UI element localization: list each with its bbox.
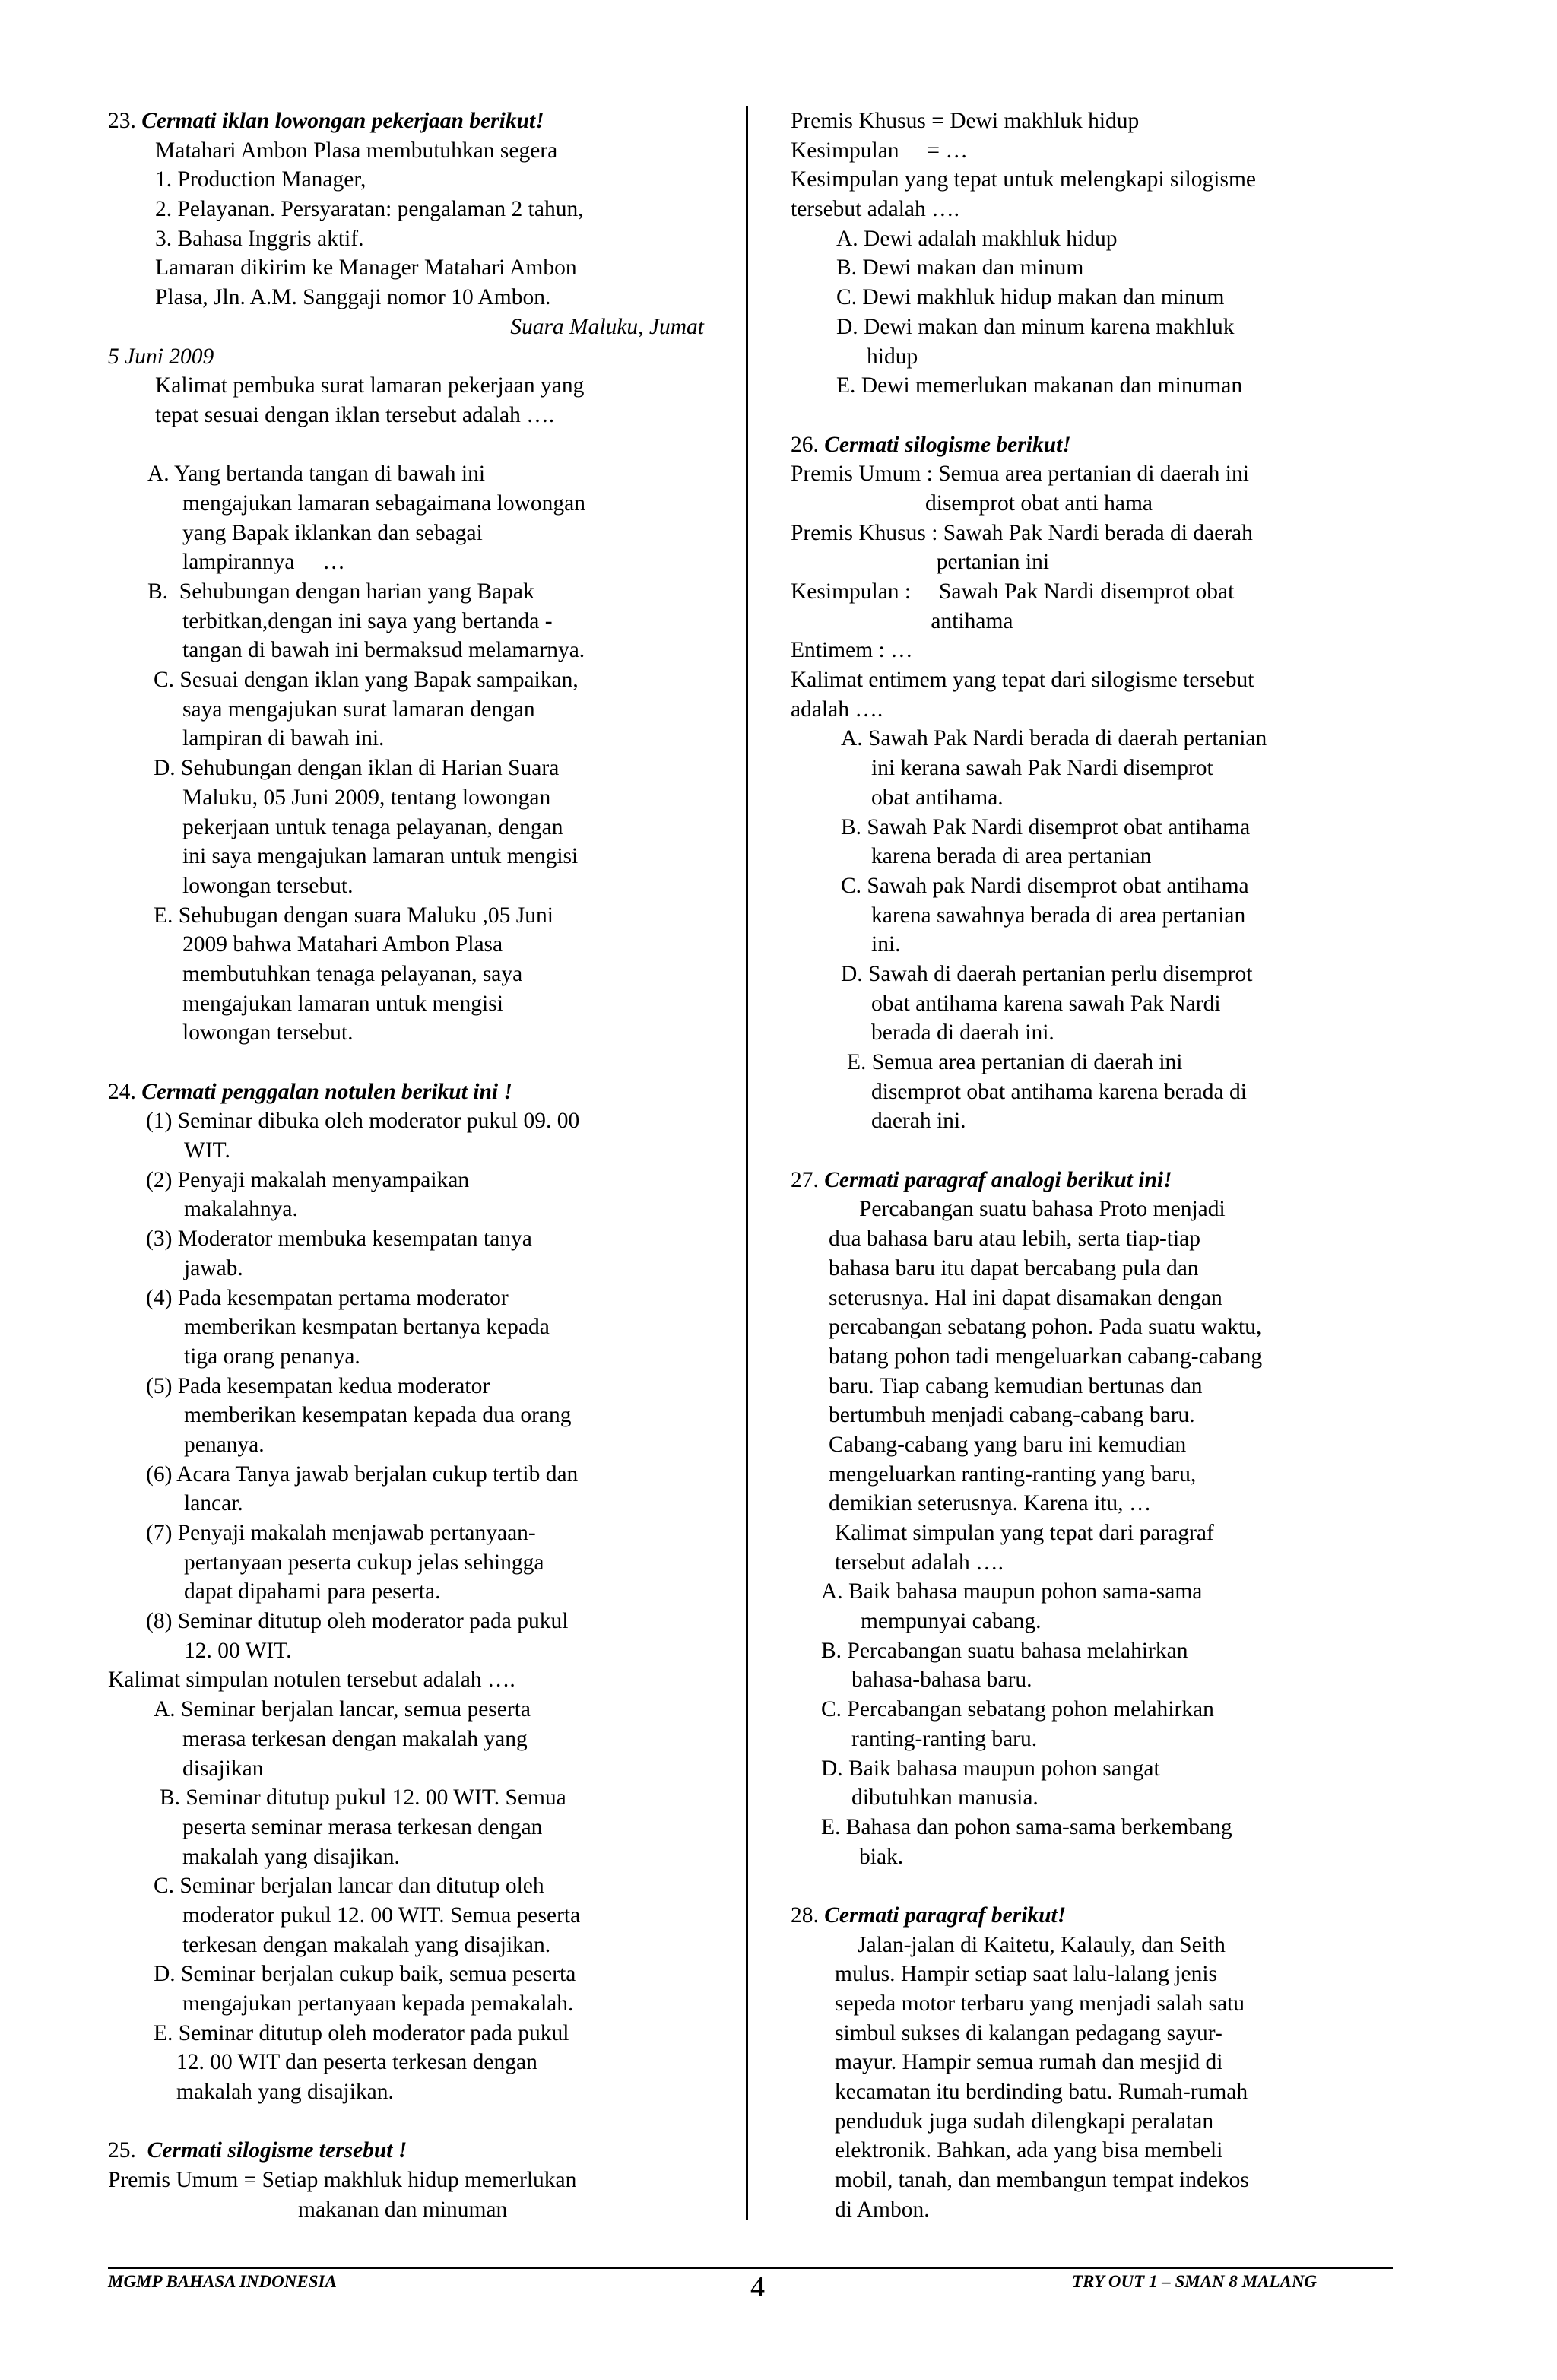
question-23-header: [108, 106, 739, 136]
paragraph-line: bertumbuh menjadi cabang-cabang baru.: [829, 1403, 1195, 1428]
option-line: karena sawahnya berada di area pertanian: [871, 903, 1246, 928]
option-line: obat antihama.: [871, 785, 1004, 810]
option-line: biak.: [859, 1844, 904, 1869]
paragraph-line: baru. Tiap cabang kemudian bertunas dan: [829, 1373, 1203, 1398]
option-d[interactable]: [836, 313, 1444, 371]
minutes-item: [146, 1284, 739, 1372]
option-line: daerah ini.: [871, 1109, 966, 1134]
syllogism-line: Premis Umum : Semua area pertanian di daerah ini: [791, 462, 1249, 487]
question-23: [108, 106, 739, 1048]
question-line: tepat sesuai dengan iklan tersebut adalah ….: [155, 402, 555, 427]
ad-line: Matahari Ambon Plasa membutuhkan segera: [155, 138, 558, 163]
option-line: B. Sawah Pak Nardi disemprot obat antihama: [841, 814, 1251, 839]
option-c[interactable]: [821, 1695, 1444, 1753]
question-line: tersebut adalah ….: [835, 1550, 1004, 1575]
paragraph-line: seterusnya. Hal ini dapat disamakan dengan: [829, 1285, 1222, 1310]
option-d[interactable]: [147, 754, 739, 900]
option-a[interactable]: [841, 724, 1444, 812]
question-27-header: [791, 1166, 1444, 1195]
paragraph-line: mulus. Hampir setiap saat lalu-lalang jenis: [835, 1962, 1218, 1987]
question-number: 26.: [791, 432, 819, 457]
minutes-line: dapat dipahami para peserta.: [184, 1579, 441, 1604]
minutes-item: [146, 1372, 739, 1460]
ad-line: 1. Production Manager,: [155, 167, 366, 192]
question-line: adalah ….: [791, 697, 883, 722]
option-a[interactable]: A. Dewi adalah makhluk hidup: [836, 226, 1118, 251]
minutes-item: [146, 1607, 739, 1665]
paragraph-line: di Ambon.: [835, 2197, 930, 2222]
option-line: terkesan dengan makalah yang disajikan.: [182, 1932, 551, 1957]
option-line: terbitkan,dengan ini saya yang bertanda -: [182, 608, 553, 633]
premis-khusus: Premis Khusus = Dewi makhluk hidup: [791, 109, 1140, 133]
option-line: mempunyai cabang.: [861, 1609, 1042, 1634]
paragraph-line: batang pohon tadi mengeluarkan cabang-cabang: [829, 1344, 1263, 1369]
right-column: [791, 106, 1444, 2225]
option-d[interactable]: [821, 1754, 1444, 1813]
option-line: C. Sesuai dengan iklan yang Bapak sampaikan,: [154, 668, 579, 693]
option-line: A. Seminar berjalan lancar, semua peserta: [154, 1697, 531, 1722]
paragraph-line: Jalan-jalan di Kaitetu, Kalauly, dan Seith: [858, 1932, 1226, 1957]
option-e[interactable]: [147, 901, 739, 1048]
option-line: saya mengajukan surat lamaran dengan: [182, 697, 535, 722]
option-a[interactable]: [154, 1695, 739, 1783]
syllogism-line: Kesimpulan : Sawah Pak Nardi disemprot obat: [791, 579, 1235, 604]
answer-options: [108, 1695, 739, 2107]
ad-line: Lamaran dikirim ke Manager Matahari Ambon: [155, 255, 577, 281]
paragraph-line: mobil, tanah, dan membangun tempat indekos: [835, 2168, 1249, 2193]
option-c[interactable]: [841, 871, 1444, 960]
premis-umum-cont: makanan dan minuman: [298, 2197, 508, 2222]
minutes-line: jawab.: [184, 1255, 243, 1280]
option-line: C. Sawah pak Nardi disemprot obat antihama: [841, 873, 1249, 898]
answer-options: [791, 1577, 1444, 1871]
option-line: Maluku, 05 Juni 2009, tentang lowongan: [182, 785, 551, 810]
paragraph-line: mayur. Hampir semua rumah dan mesjid di: [835, 2050, 1223, 2075]
option-c[interactable]: [154, 1871, 739, 1960]
option-b[interactable]: [821, 1636, 1444, 1695]
option-line: lampirannya …: [182, 550, 345, 575]
minutes-line: penanya.: [184, 1432, 265, 1457]
ad-line: 3. Bahasa Inggris aktif.: [155, 226, 364, 251]
syllogism-line: disemprot obat anti hama: [791, 490, 1153, 516]
option-line: D. Baik bahasa maupun pohon sangat: [821, 1756, 1160, 1781]
option-e[interactable]: [841, 1048, 1444, 1136]
option-line: D. Sawah di daerah pertanian perlu disemprot: [841, 961, 1253, 986]
minutes-line: pertanyaan peserta cukup jelas sehingga: [184, 1550, 544, 1575]
minutes-line: memberikan kesempatan kepada dua orang: [184, 1403, 572, 1428]
minutes-line: (2) Penyaji makalah menyampaikan: [146, 1167, 470, 1192]
minutes-item: [146, 1224, 739, 1283]
option-line: moderator pukul 12. 00 WIT. Semua peserta: [182, 1902, 581, 1928]
minutes-item: [146, 1166, 739, 1224]
option-line: D. Sehubungan dengan iklan di Harian Suara: [154, 756, 560, 781]
option-line: disemprot obat antihama karena berada di: [871, 1079, 1247, 1104]
option-line: yang Bapak iklankan dan sebagai: [182, 520, 483, 545]
question-line: tersebut adalah ….: [791, 197, 959, 222]
question-28-header: [791, 1901, 1444, 1931]
ad-line: 2. Pelayanan. Persyaratan: pengalaman 2 tahun,: [155, 197, 584, 222]
kesimpulan: Kesimpulan = …: [791, 138, 968, 163]
paragraph-line: bahasa baru itu dapat bercabang pula dan: [829, 1255, 1199, 1280]
minutes-item: [146, 1460, 739, 1518]
option-line: lowongan tersebut.: [182, 873, 354, 898]
option-line: membutuhkan tenaga pelayanan, saya: [182, 961, 523, 986]
option-b[interactable]: [154, 1783, 739, 1871]
ad-line: Plasa, Jln. A.M. Sanggaji nomor 10 Ambon.: [155, 285, 551, 310]
paragraph-line: kecamatan itu berdinding batu. Rumah-rumah: [835, 2080, 1248, 2105]
option-line: 2009 bahwa Matahari Ambon Plasa: [182, 932, 503, 957]
option-b[interactable]: [841, 813, 1444, 871]
syllogism-line: antihama: [791, 608, 1013, 633]
option-line: B. Seminar ditutup pukul 12. 00 WIT. Semua: [160, 1785, 566, 1810]
question-26-header: [791, 430, 1444, 460]
minutes-list: [108, 1106, 739, 1665]
paragraph-line: mengeluarkan ranting-ranting yang baru,: [829, 1461, 1197, 1487]
minutes-line: tiga orang penanya.: [184, 1344, 360, 1369]
option-line: hidup: [867, 344, 918, 369]
paragraph: [791, 1931, 1444, 2225]
option-line: merasa terkesan dengan makalah yang: [182, 1726, 528, 1751]
option-line: mengajukan lamaran untuk mengisi: [182, 991, 503, 1016]
option-line: mengajukan lamaran sebagaimana lowongan: [182, 490, 585, 516]
minutes-line: (5) Pada kesempatan kedua moderator: [146, 1373, 490, 1398]
option-line: B. Sehubungan dengan harian yang Bapak: [147, 579, 534, 604]
option-line: mengajukan pertanyaan kepada pemakalah.: [182, 1991, 574, 2016]
question-25: [108, 2136, 739, 2224]
question-25-header: [108, 2136, 739, 2166]
question-title: Cermati iklan lowongan pekerjaan berikut!: [141, 109, 544, 133]
option-line: lampiran di bawah ini.: [182, 726, 385, 751]
option-b[interactable]: [147, 577, 739, 665]
paragraph-line: Cabang-cabang yang baru ini kemudian: [829, 1432, 1187, 1457]
option-e[interactable]: [821, 1813, 1444, 1871]
option-line: 12. 00 WIT dan peserta terkesan dengan: [176, 2050, 537, 2075]
question-25-continued: [791, 106, 1444, 401]
job-ad: [108, 136, 739, 313]
answer-options: [108, 459, 739, 1048]
option-line: ini kerana sawah Pak Nardi disemprot: [871, 756, 1213, 781]
minutes-line: makalahnya.: [184, 1197, 298, 1222]
minutes-line: memberikan kesmpatan bertanya kepada: [184, 1315, 550, 1340]
option-line: ini saya mengajukan lamaran untuk mengisi: [182, 844, 579, 869]
option-line: dibutuhkan manusia.: [851, 1785, 1039, 1810]
option-line: D. Dewi makan dan minum karena makhluk: [836, 314, 1235, 339]
syllogism-line: Premis Khusus : Sawah Pak Nardi berada di daerah: [791, 520, 1253, 545]
option-line: C. Seminar berjalan lancar dan ditutup oleh: [154, 1874, 544, 1899]
question-title: Cermati penggalan notulen berikut ini !: [141, 1079, 512, 1104]
minutes-item: [146, 1518, 739, 1607]
option-line: A. Sawah Pak Nardi berada di daerah pertanian: [841, 726, 1267, 751]
question-line: Kalimat simpulan yang tepat dari paragraf: [835, 1521, 1214, 1545]
option-c[interactable]: [147, 665, 739, 754]
option-line: berada di daerah ini.: [871, 1020, 1054, 1046]
question-title: Cermati paragraf berikut!: [824, 1902, 1067, 1928]
option-e[interactable]: E. Dewi memerlukan makanan dan minuman: [836, 373, 1243, 398]
question-text: [108, 371, 739, 430]
analogy-paragraph: [791, 1195, 1444, 1577]
minutes-item: [146, 1106, 739, 1165]
option-line: A. Yang bertanda tangan di bawah ini: [147, 462, 486, 487]
option-d[interactable]: [154, 1960, 739, 2018]
option-line: A. Baik bahasa maupun pohon sama-sama: [821, 1579, 1203, 1604]
question-24: [108, 1077, 739, 2107]
option-b[interactable]: B. Dewi makan dan minum: [836, 255, 1084, 281]
paragraph-line: dua bahasa baru atau lebih, serta tiap-tiap: [829, 1226, 1200, 1252]
answer-options: [791, 724, 1444, 1136]
option-e[interactable]: [154, 2019, 739, 2107]
option-line: obat antihama karena sawah Pak Nardi: [871, 991, 1221, 1016]
premis-umum: Premis Umum = Setiap makhluk hidup memerlukan: [108, 2168, 577, 2193]
question-number: 28.: [791, 1902, 819, 1928]
minutes-line: (7) Penyaji makalah menjawab pertanyaan-: [146, 1521, 536, 1545]
paragraph-line: sepeda motor terbaru yang menjadi salah satu: [835, 1991, 1245, 2016]
ad-source: Suara Maluku, Jumat: [510, 314, 704, 339]
option-line: makalah yang disajikan.: [176, 2080, 394, 2105]
syllogism-line: Entimem : …: [791, 638, 913, 663]
footer-rule: [108, 2267, 1393, 2269]
option-line: pekerjaan untuk tenaga pelayanan, dengan: [182, 814, 563, 839]
question-title: Cermati paragraf analogi berikut ini!: [824, 1167, 1172, 1192]
paragraph-line: penduduk juga sudah dilengkapi peralatan: [835, 2109, 1214, 2134]
option-a[interactable]: [147, 459, 739, 577]
question-27: [791, 1166, 1444, 1872]
option-d[interactable]: [841, 960, 1444, 1048]
question-line: Kalimat pembuka surat lamaran pekerjaan yang: [155, 373, 585, 398]
question-number: 23.: [108, 109, 136, 133]
question-title: Cermati silogisme berikut!: [824, 432, 1071, 457]
ad-source-date: 5 Juni 2009: [108, 344, 214, 369]
question-26: [791, 430, 1444, 1137]
minutes-line: (8) Seminar ditutup oleh moderator pada pukul: [146, 1609, 569, 1634]
option-line: disajikan: [182, 1756, 264, 1781]
option-line: E. Sehubugan dengan suara Maluku ,05 Juni: [154, 903, 553, 928]
minutes-line: lancar.: [184, 1491, 243, 1516]
question-text: Kalimat simpulan notulen tersebut adalah ….: [108, 1668, 515, 1693]
paragraph-line: simbul sukses di kalangan pedagang sayur-: [835, 2020, 1222, 2045]
question-28: [791, 1901, 1444, 2225]
option-line: E. Bahasa dan pohon sama-sama berkembang: [821, 1814, 1232, 1839]
option-line: karena berada di area pertanian: [871, 844, 1152, 869]
option-line: makalah yang disajikan.: [182, 1844, 400, 1869]
question-line: Kalimat entimem yang tepat dari silogisme tersebut: [791, 668, 1254, 693]
option-line: ini.: [871, 932, 901, 957]
question-title: Cermati silogisme tersebut !: [147, 2138, 407, 2163]
option-a[interactable]: [821, 1577, 1444, 1636]
minutes-line: 12. 00 WIT.: [184, 1638, 292, 1663]
paragraph-line: demikian seterusnya. Karena itu, …: [829, 1491, 1152, 1516]
option-line: E. Semua area pertanian di daerah ini: [847, 1050, 1183, 1074]
left-column: [108, 106, 739, 2225]
page-number: 4: [750, 2271, 765, 2303]
option-line: B. Percabangan suatu bahasa melahirkan: [821, 1638, 1188, 1663]
paragraph-line: Percabangan suatu bahasa Proto menjadi: [859, 1197, 1226, 1222]
minutes-line: (3) Moderator membuka kesempatan tanya: [146, 1226, 532, 1252]
option-line: peserta seminar merasa terkesan dengan: [182, 1814, 543, 1839]
minutes-line: WIT.: [184, 1138, 230, 1163]
question-number: 25.: [108, 2138, 136, 2163]
minutes-line: (6) Acara Tanya jawab berjalan cukup tertib dan: [146, 1461, 579, 1487]
question-number: 27.: [791, 1167, 819, 1192]
option-line: E. Seminar ditutup oleh moderator pada pukul: [154, 2020, 569, 2045]
paragraph-line: percabangan sebatang pohon. Pada suatu waktu,: [829, 1315, 1262, 1340]
option-line: lowongan tersebut.: [182, 1020, 354, 1046]
question-number: 24.: [108, 1079, 136, 1104]
answer-options: [791, 224, 1444, 401]
footer-right: TRY OUT 1 – SMAN 8 MALANG: [1072, 2272, 1318, 2291]
option-line: ranting-ranting baru.: [851, 1726, 1038, 1751]
syllogism-line: pertanian ini: [791, 550, 1050, 575]
column-divider: [746, 106, 748, 2220]
paragraph-line: elektronik. Bahkan, ada yang bisa membeli: [835, 2138, 1223, 2163]
option-line: tangan di bawah ini bermaksud melamarnya.: [182, 638, 585, 663]
question-24-header: [108, 1077, 739, 1107]
footer-left: MGMP BAHASA INDONESIA: [108, 2272, 337, 2291]
option-line: bahasa-bahasa baru.: [851, 1668, 1032, 1693]
option-line: D. Seminar berjalan cukup baik, semua peserta: [154, 1962, 576, 1987]
option-c[interactable]: C. Dewi makhluk hidup makan dan minum: [836, 285, 1225, 310]
option-line: C. Percabangan sebatang pohon melahirkan: [821, 1697, 1214, 1722]
question-line: Kesimpulan yang tepat untuk melengkapi silogisme: [791, 167, 1257, 192]
minutes-line: (1) Seminar dibuka oleh moderator pukul 09. 00: [146, 1109, 580, 1134]
minutes-line: (4) Pada kesempatan pertama moderator: [146, 1285, 509, 1310]
